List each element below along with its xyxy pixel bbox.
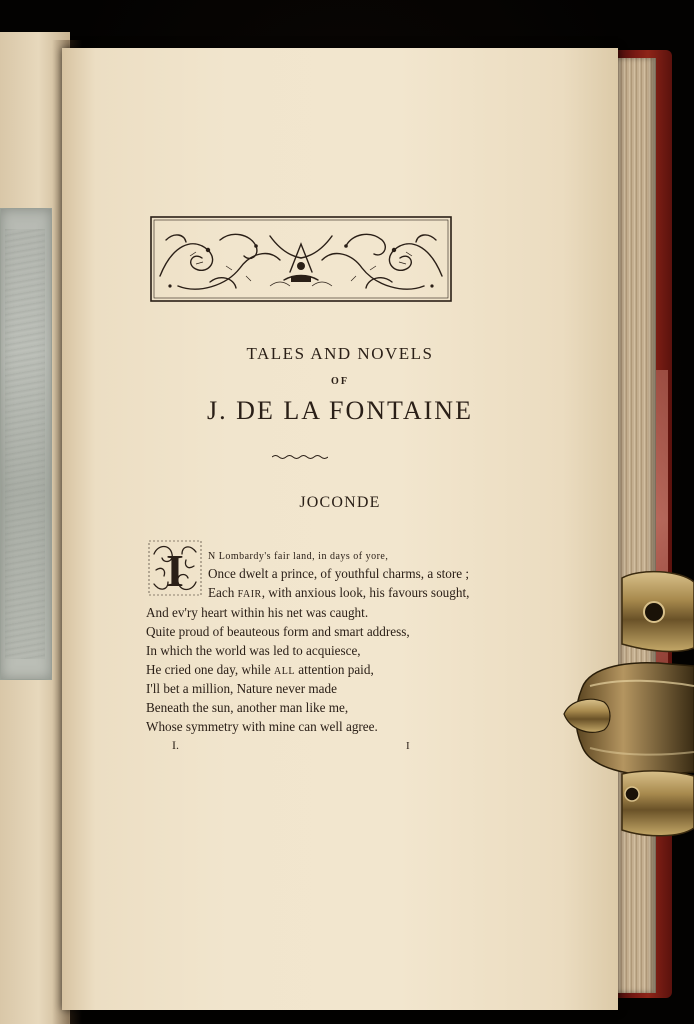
verse-line-1-text: N Lombardy's fair land, in days of yore, xyxy=(208,551,389,562)
verse-line-6: In which the world was led to acquiesce, xyxy=(146,643,361,658)
title-of: OF xyxy=(331,376,349,387)
verse-line-4: And ev'ry heart within his net was caught. xyxy=(146,605,369,620)
verse-line-10: Whose symmetry with mine can well agree. xyxy=(146,719,378,734)
verse-line-9: Beneath the sun, another man like me, xyxy=(146,700,349,715)
title-page xyxy=(62,48,618,1010)
verse-line-3 xyxy=(208,583,469,604)
floral-headpiece-icon xyxy=(150,216,452,302)
wavy-rule-icon xyxy=(272,454,328,460)
title-line: TALES AND NOVELS xyxy=(246,344,434,363)
verse-line-3-pre: Each xyxy=(208,585,238,600)
verse-line-5: Quite proud of beauteous form and smart address, xyxy=(146,624,410,639)
section-title: JOCONDE xyxy=(299,494,381,511)
decorated-initial-icon xyxy=(148,540,202,596)
drop-cap-letter: I xyxy=(166,545,184,596)
verse-line-7-smallcaps: ALL xyxy=(274,666,295,677)
verse-line-7-pre: He cried one day, while xyxy=(146,662,275,677)
verse-line-2: Once dwelt a prince, of youthful charms, a store ; xyxy=(208,566,470,581)
author-name: J. DE LA FONTAINE xyxy=(207,396,473,425)
verse-line-8: I'll bet a million, Nature never made xyxy=(146,681,337,696)
frontispiece-plate xyxy=(0,208,52,680)
verse-line-3-smallcaps: FAIR xyxy=(237,589,262,600)
page-number: I xyxy=(406,740,410,752)
signature-mark: I. xyxy=(172,738,179,752)
verse-line-3-post: , with anxious look, his favours sought, xyxy=(261,585,470,600)
brass-clasp-icon xyxy=(560,568,694,840)
plate-engraving xyxy=(5,229,45,659)
verse-line-7-post: attention paid, xyxy=(295,662,374,677)
